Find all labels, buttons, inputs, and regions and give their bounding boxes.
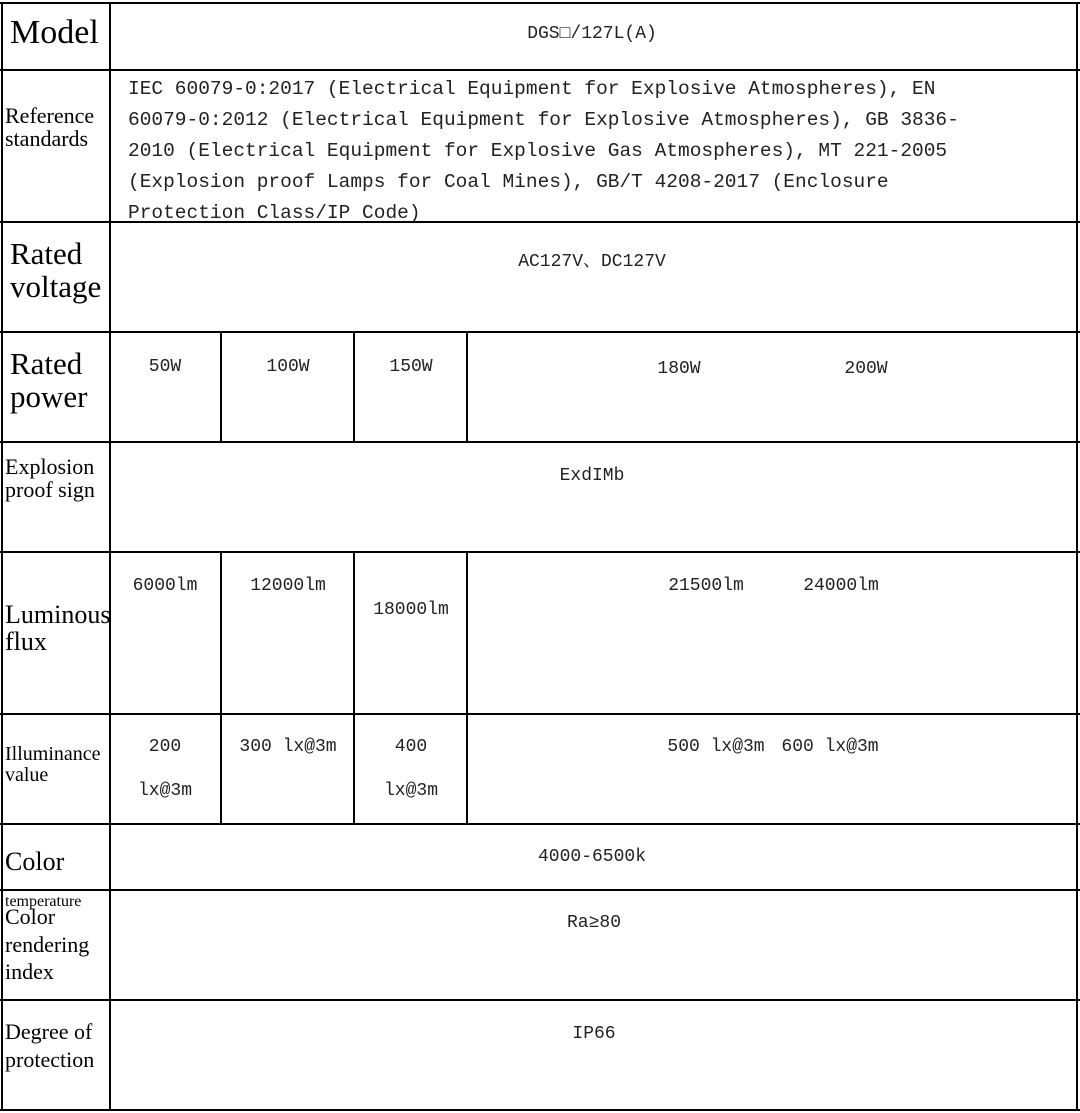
standards-line: Protection Class/IP Code): [128, 202, 421, 224]
power-value: 50W: [148, 357, 182, 377]
column-border: [220, 331, 222, 443]
illuminance-value: 400: [394, 737, 428, 757]
flux-value: 12000lm: [250, 576, 326, 596]
column-border: [109, 2, 111, 1111]
column-border: [466, 551, 468, 825]
flux-value: 24000lm: [803, 576, 879, 596]
model-value: DGS□/127L(A): [527, 24, 657, 44]
column-border: [466, 331, 468, 443]
power-value: 180W: [657, 359, 701, 379]
illuminance-value: 200: [148, 737, 182, 757]
row-border: [0, 999, 1080, 1001]
flux-value: 18000lm: [373, 600, 449, 620]
standards-line: 2010 (Electrical Equipment for Explosive Gas Atmospheres), MT 221-2005: [128, 140, 948, 162]
row-border: [0, 1109, 1080, 1111]
standards-line: IEC 60079-0:2017 (Electrical Equipment for Explosive Atmospheres), EN: [128, 78, 936, 100]
column-border: [1076, 2, 1078, 1111]
column-border: [353, 551, 355, 825]
flux-value: 6000lm: [132, 576, 198, 596]
flux-label: Luminous flux: [5, 600, 111, 657]
standards-line: (Explosion proof Lamps for Coal Mines), GB/T 4208-2017 (Enclosure: [128, 171, 889, 193]
row-border: [0, 2, 1080, 4]
row-border: [0, 331, 1080, 333]
row-border: [0, 551, 1080, 553]
power-value: 100W: [266, 357, 310, 377]
protection-value: IP66: [572, 1024, 616, 1044]
row-border: [0, 823, 1080, 825]
power-value: 200W: [844, 359, 888, 379]
explosion-label: Explosion proof sign: [5, 454, 95, 503]
voltage-value: AC127V、DC127V: [518, 252, 666, 272]
column-border: [1, 2, 3, 1111]
cri-value: Ra≥80: [566, 913, 622, 933]
row-border: [0, 889, 1080, 891]
standards-label: Reference standards: [5, 103, 95, 152]
color-temp-label-text: temperature: [5, 892, 82, 910]
model-label: Model: [10, 14, 99, 51]
explosion-value: ExdIMb: [559, 466, 625, 486]
protection-label: Degree of protection: [5, 1019, 95, 1072]
color-temp-value: 4000-6500k: [537, 847, 647, 867]
illuminance-value: 600 lx@3m: [781, 737, 879, 757]
standards-value: [128, 74, 1073, 229]
column-border: [353, 331, 355, 443]
flux-value: 21500lm: [668, 576, 744, 596]
illuminance-value: lx@3m: [137, 781, 193, 801]
cri-label: Color rendering index: [5, 904, 90, 984]
voltage-label: Rated voltage: [10, 236, 102, 304]
column-border: [220, 551, 222, 825]
illuminance-value: 300 lx@3m: [239, 737, 337, 757]
standards-line: 60079-0:2012 (Electrical Equipment for Explosive Atmospheres), GB 3836-: [128, 109, 959, 131]
illuminance-value: lx@3m: [383, 781, 439, 801]
row-border: [0, 69, 1080, 71]
color-temp-label-text: Color: [5, 846, 65, 876]
illuminance-value: 500 lx@3m: [667, 737, 765, 757]
power-label: Rated power: [10, 346, 88, 414]
illuminance-label: Illuminance value: [5, 743, 101, 786]
power-value: 150W: [389, 357, 433, 377]
row-border: [0, 441, 1080, 443]
row-border: [0, 713, 1080, 715]
